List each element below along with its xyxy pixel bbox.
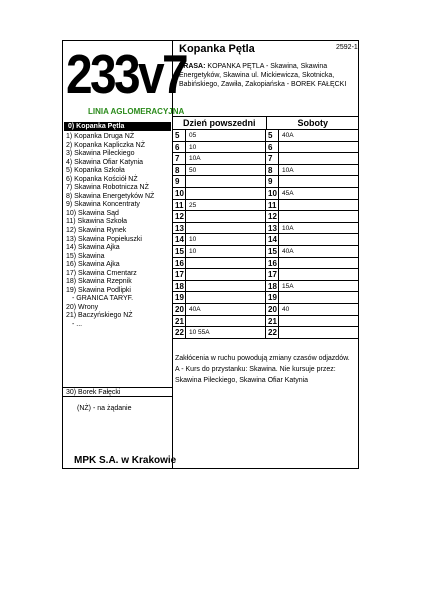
hour-label: 19 xyxy=(173,292,186,303)
hour-label: 20 xyxy=(266,304,279,315)
hour-label: 15 xyxy=(266,246,279,257)
stop-list xyxy=(62,122,173,330)
footnote: (NŻ) - na żądanie xyxy=(77,405,132,412)
stop-item: 3) Skawina Pileckiego xyxy=(66,150,135,158)
hour-row xyxy=(173,142,359,154)
saturday-cell xyxy=(266,188,359,199)
stop-item: 5) Kopanka Szkoła xyxy=(66,167,125,175)
minutes: 25 xyxy=(189,201,197,209)
saturday-cell xyxy=(266,281,359,292)
minutes xyxy=(186,269,189,280)
saturday-cell xyxy=(266,165,359,176)
minutes: 10 xyxy=(189,236,197,244)
hour-label: 7 xyxy=(173,153,186,164)
route-description xyxy=(179,62,355,89)
hour-row xyxy=(173,176,359,188)
hour-label: 8 xyxy=(173,165,186,176)
stop-item: 14) Skawina Ajka xyxy=(66,244,120,252)
weekday-cell xyxy=(173,211,266,222)
hour-label: 6 xyxy=(266,142,279,153)
hour-label: 18 xyxy=(266,281,279,292)
hour-label: 16 xyxy=(173,258,186,269)
weekday-cell xyxy=(173,234,266,245)
stop-item: 20) Wrony xyxy=(66,303,99,311)
hour-row xyxy=(173,304,359,316)
minutes xyxy=(279,258,282,269)
hour-row xyxy=(173,258,359,270)
hour-label: 7 xyxy=(266,153,279,164)
stop-item: 13) Skawina Popiełuszki xyxy=(66,235,142,243)
timetable-grid xyxy=(173,116,359,339)
saturday-cell xyxy=(266,304,359,315)
hour-row xyxy=(173,223,359,235)
notes xyxy=(175,353,359,386)
minutes: 10 xyxy=(189,143,197,151)
stop-item: 12) Skawina Rynek xyxy=(66,227,127,235)
hour-label: 13 xyxy=(266,223,279,234)
note-disruptions: Zakłócenia w ruchu powodują zmiany czasów odjazdów. xyxy=(175,355,350,362)
minutes xyxy=(186,292,189,303)
saturday-cell xyxy=(266,211,359,222)
saturday-cell xyxy=(266,142,359,153)
saturday-cell xyxy=(266,234,359,245)
hour-row xyxy=(173,211,359,223)
hour-label: 5 xyxy=(266,130,279,141)
saturday-cell xyxy=(266,292,359,303)
hour-label: 9 xyxy=(266,176,279,187)
hour-label: 11 xyxy=(266,200,279,211)
weekday-cell xyxy=(173,188,266,199)
weekday-cell xyxy=(173,153,266,164)
minutes: 05 xyxy=(189,132,197,139)
stop-item: - ... xyxy=(72,321,83,329)
minutes: 10A xyxy=(189,155,201,163)
line-type-label: LINIA AGLOMERACYJNA xyxy=(88,107,185,116)
hour-label: 12 xyxy=(266,211,279,222)
saturday-cell xyxy=(266,258,359,269)
saturday-cell xyxy=(266,200,359,211)
minutes: 10 55A xyxy=(189,329,210,337)
hour-row xyxy=(173,292,359,304)
hour-label: 22 xyxy=(173,327,186,338)
timetable-rows xyxy=(173,130,359,339)
saturday-cell xyxy=(266,327,359,338)
stop-item: 17) Skawina Cmentarz xyxy=(66,269,137,277)
hour-label: 20 xyxy=(173,304,186,315)
minutes: 45A xyxy=(282,189,294,197)
saturday-cell xyxy=(266,176,359,187)
minutes: 10A xyxy=(282,166,294,174)
stop-item: 4) Skawina Ofiar Katynia xyxy=(66,158,144,166)
weekday-cell xyxy=(173,142,266,153)
hour-row xyxy=(173,327,359,339)
minutes xyxy=(279,269,282,280)
stop-item: 6) Kopanka Kościół NŻ xyxy=(66,175,138,183)
weekday-cell xyxy=(173,258,266,269)
saturday-cell xyxy=(266,246,359,257)
stop-item: 9) Skawina Koncentraty xyxy=(66,201,140,209)
hour-label: 16 xyxy=(266,258,279,269)
hour-row xyxy=(173,234,359,246)
hour-row xyxy=(173,188,359,200)
saturday-cell xyxy=(266,269,359,280)
minutes: 40 xyxy=(282,305,290,313)
hour-label: 21 xyxy=(173,316,186,327)
stop-item: 16) Skawina Ajka xyxy=(66,261,120,269)
weekday-cell xyxy=(173,292,266,303)
weekday-cell xyxy=(173,176,266,187)
weekday-cell xyxy=(173,246,266,257)
company-name: MPK S.A. w Krakowie xyxy=(74,455,177,466)
hour-label: 10 xyxy=(266,188,279,199)
hour-row xyxy=(173,316,359,328)
minutes: 40A xyxy=(282,247,294,255)
hour-label: 17 xyxy=(173,269,186,280)
saturday-header: Soboty xyxy=(297,118,328,128)
stop-name-title: Kopanka Pętla xyxy=(179,43,255,55)
hour-label: 11 xyxy=(173,200,186,211)
hour-label: 6 xyxy=(173,142,186,153)
minutes xyxy=(279,316,282,327)
stop-code: 2592-1 xyxy=(336,44,358,51)
minutes xyxy=(279,211,282,222)
saturday-cell xyxy=(266,316,359,327)
minutes xyxy=(186,316,189,327)
saturday-cell xyxy=(266,223,359,234)
minutes xyxy=(186,258,189,269)
stop-item: 21) Baczyńskiego NŻ xyxy=(66,312,133,320)
stop-item: 18) Skawina Rzepnik xyxy=(66,278,132,286)
minutes: 40A xyxy=(189,305,201,313)
hour-row xyxy=(173,165,359,177)
hour-label: 8 xyxy=(266,165,279,176)
hour-label: 17 xyxy=(266,269,279,280)
weekday-cell xyxy=(173,223,266,234)
timetable-header xyxy=(173,116,359,130)
hour-label: 14 xyxy=(173,234,186,245)
note-course-a: A - Kurs do przystanku: Skawina. Nie kursuje przez: Skawina Pileckiego, Skawina Ofiar Katynia xyxy=(175,366,336,384)
minutes xyxy=(186,188,189,199)
minutes xyxy=(186,176,189,187)
minutes xyxy=(279,153,282,164)
minutes: 40A xyxy=(282,132,294,139)
stop-item: 8) Skawina Energetyków NŻ xyxy=(66,192,155,200)
line-number: 233v7 xyxy=(66,43,187,105)
minutes: 50 xyxy=(189,166,197,174)
minutes xyxy=(279,176,282,187)
route-label: TRASA: xyxy=(179,63,206,70)
hour-label: 18 xyxy=(173,281,186,292)
stop-item: 10) Skawina Sąd xyxy=(66,209,119,217)
route-text: KOPANKA PĘTLA - Skawina, Skawina Energetyków, Skawina ul. Mickiewicza, Skotnicka, Babińskiego, Zawiła, Zakopiańska - BOREK FAŁĘCKI xyxy=(179,63,347,88)
stop-item: 7) Skawina Robotnicza NŻ xyxy=(66,184,149,192)
hour-label: 19 xyxy=(266,292,279,303)
weekday-cell xyxy=(173,316,266,327)
weekday-cell xyxy=(173,165,266,176)
hour-row xyxy=(173,269,359,281)
hour-row xyxy=(173,281,359,293)
weekday-cell xyxy=(173,327,266,338)
stop-item: 15) Skawina xyxy=(66,252,105,260)
minutes: 15A xyxy=(282,282,294,290)
minutes xyxy=(279,327,282,338)
saturday-cell xyxy=(266,130,359,141)
stop-item: - GRANICA TARYF. xyxy=(72,295,134,303)
minutes xyxy=(186,223,189,234)
weekday-cell xyxy=(173,281,266,292)
minutes: 10 xyxy=(189,247,197,255)
minutes: 10A xyxy=(282,224,294,232)
hour-row xyxy=(173,130,359,142)
stop-item: 1) Kopanka Druga NŻ xyxy=(66,133,135,140)
hour-label: 22 xyxy=(266,327,279,338)
hour-row xyxy=(173,246,359,258)
hour-label: 5 xyxy=(173,130,186,141)
minutes xyxy=(279,292,282,303)
weekday-cell xyxy=(173,269,266,280)
hour-label: 14 xyxy=(266,234,279,245)
hour-label: 10 xyxy=(173,188,186,199)
hour-row xyxy=(173,200,359,212)
weekday-cell xyxy=(173,130,266,141)
weekday-cell xyxy=(173,200,266,211)
hour-label: 13 xyxy=(173,223,186,234)
weekday-cell xyxy=(173,304,266,315)
hour-label: 15 xyxy=(173,246,186,257)
stop-item: 19) Skawina Podlipki xyxy=(66,286,131,294)
minutes xyxy=(186,211,189,222)
weekday-header: Dzień powszedni xyxy=(173,117,267,129)
minutes xyxy=(279,234,282,245)
stop-item: 11) Skawina Szkoła xyxy=(66,218,127,226)
end-stop: 30) Borek Fałęcki xyxy=(62,387,173,397)
hour-row xyxy=(173,153,359,165)
stop-current: 0) Kopanka Pętla xyxy=(64,122,171,131)
minutes xyxy=(279,142,282,153)
minutes xyxy=(279,200,282,211)
hour-label: 12 xyxy=(173,211,186,222)
hour-label: 9 xyxy=(173,176,186,187)
saturday-cell xyxy=(266,153,359,164)
hour-label: 21 xyxy=(266,316,279,327)
stop-item: 2) Kopanka Kapliczka NŻ xyxy=(66,141,145,149)
minutes xyxy=(186,281,189,292)
